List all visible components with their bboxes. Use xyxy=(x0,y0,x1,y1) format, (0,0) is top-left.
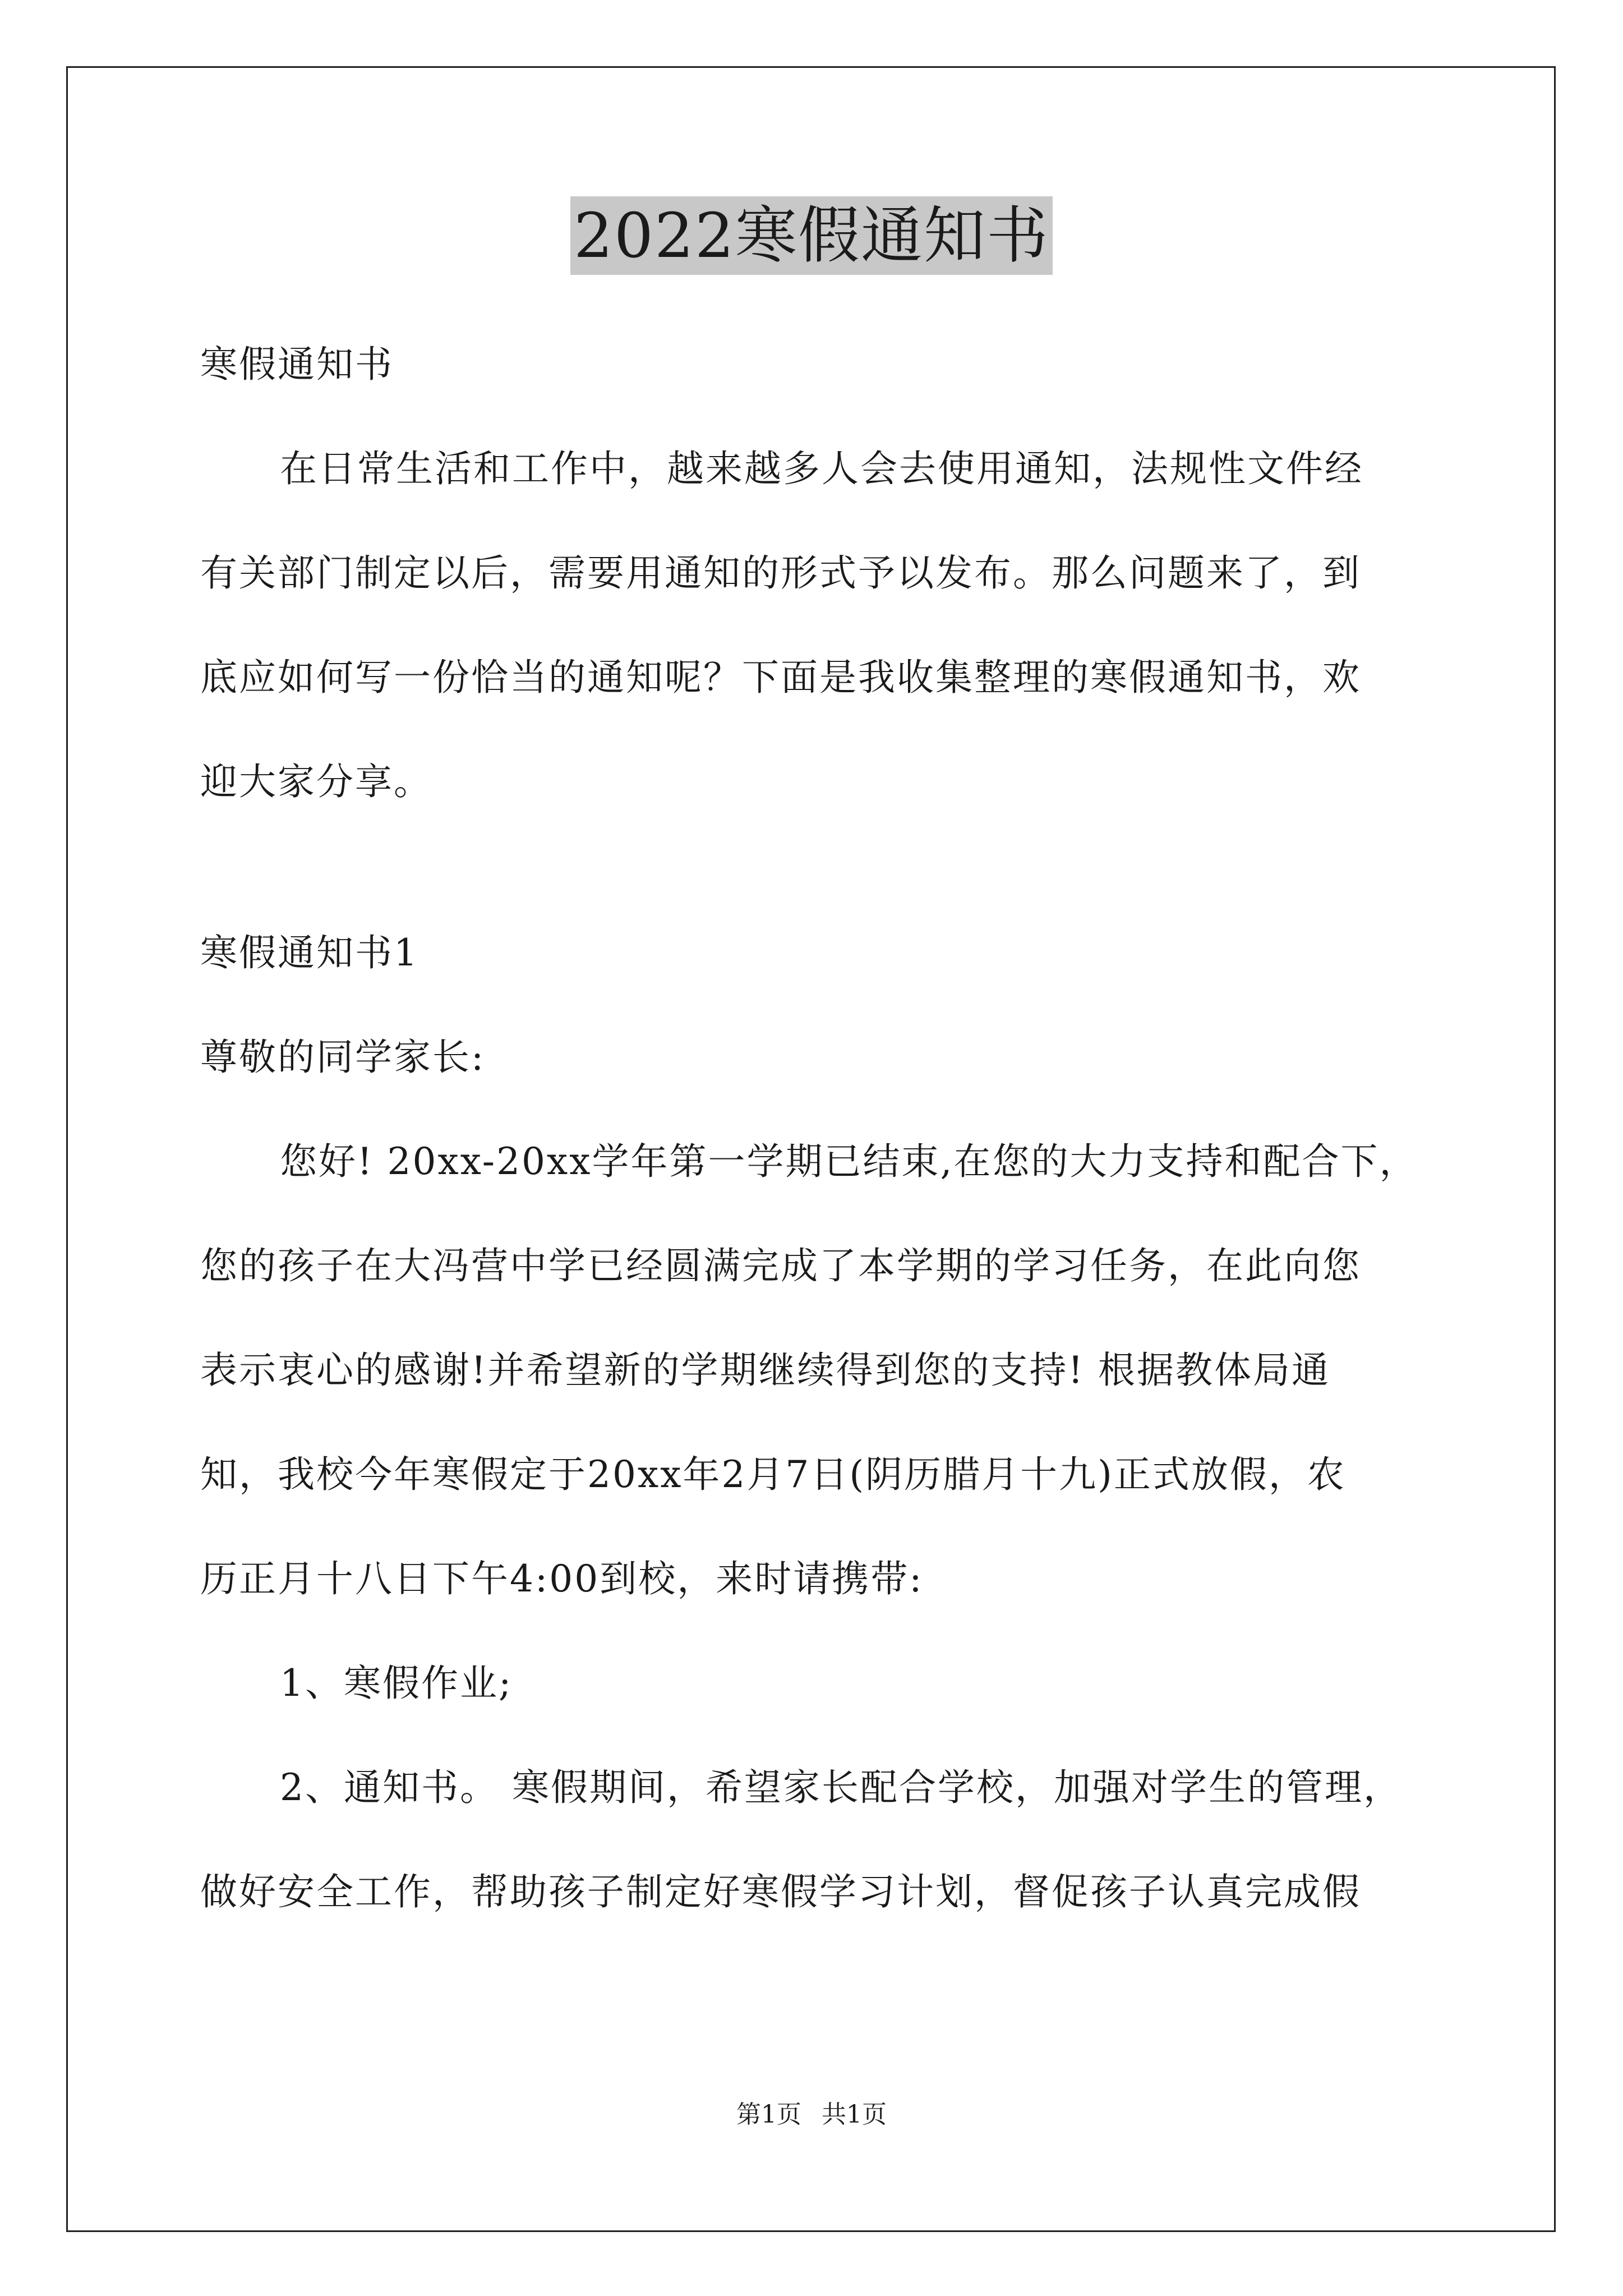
list-item: 1、寒假作业; xyxy=(280,1662,513,1705)
body-line: 您好! 20xx-20xx学年第一学期已结束,在您的大力支持和配合下， xyxy=(280,1140,1418,1183)
tail-line: 做好安全工作，帮助孩子制定好寒假学习计划，督促孩子认真完成假 xyxy=(200,1870,1361,1913)
page-number: 第1页 xyxy=(736,2100,801,2129)
intro-line: 在日常生活和工作中，越来越多人会去使用通知，法规性文件经 xyxy=(280,447,1363,490)
title-container xyxy=(0,196,1623,275)
body-line: 历正月十八日下午4:00到校，来时请携带: xyxy=(200,1557,924,1600)
intro-line: 迎大家分享。 xyxy=(200,760,432,803)
document-title: 2022寒假通知书 xyxy=(570,196,1053,275)
page-footer xyxy=(0,2098,1623,2132)
body-line: 您的孩子在大冯营中学已经圆满完成了本学期的学习任务，在此向您 xyxy=(200,1244,1361,1287)
intro-line: 有关部门制定以后，需要用通知的形式予以发布。那么问题来了，到 xyxy=(200,551,1361,595)
section-heading: 寒假通知书1 xyxy=(200,931,419,974)
body-line: 知，我校今年寒假定于20xx年2月7日(阴历腊月十九)正式放假，农 xyxy=(200,1453,1346,1496)
list-item: 2、通知书。 寒假期间，希望家长配合学校，加强对学生的管理， xyxy=(280,1766,1402,1809)
salutation: 尊敬的同学家长: xyxy=(200,1036,486,1079)
subtitle: 寒假通知书 xyxy=(200,343,394,386)
page-total: 共1页 xyxy=(822,2100,887,2129)
intro-line: 底应如何写一份恰当的通知呢？下面是我收集整理的寒假通知书，欢 xyxy=(200,656,1361,699)
document-body xyxy=(200,337,1434,1968)
body-line: 表示衷心的感谢!并希望新的学期继续得到您的支持! 根据教体局通 xyxy=(200,1349,1331,1392)
